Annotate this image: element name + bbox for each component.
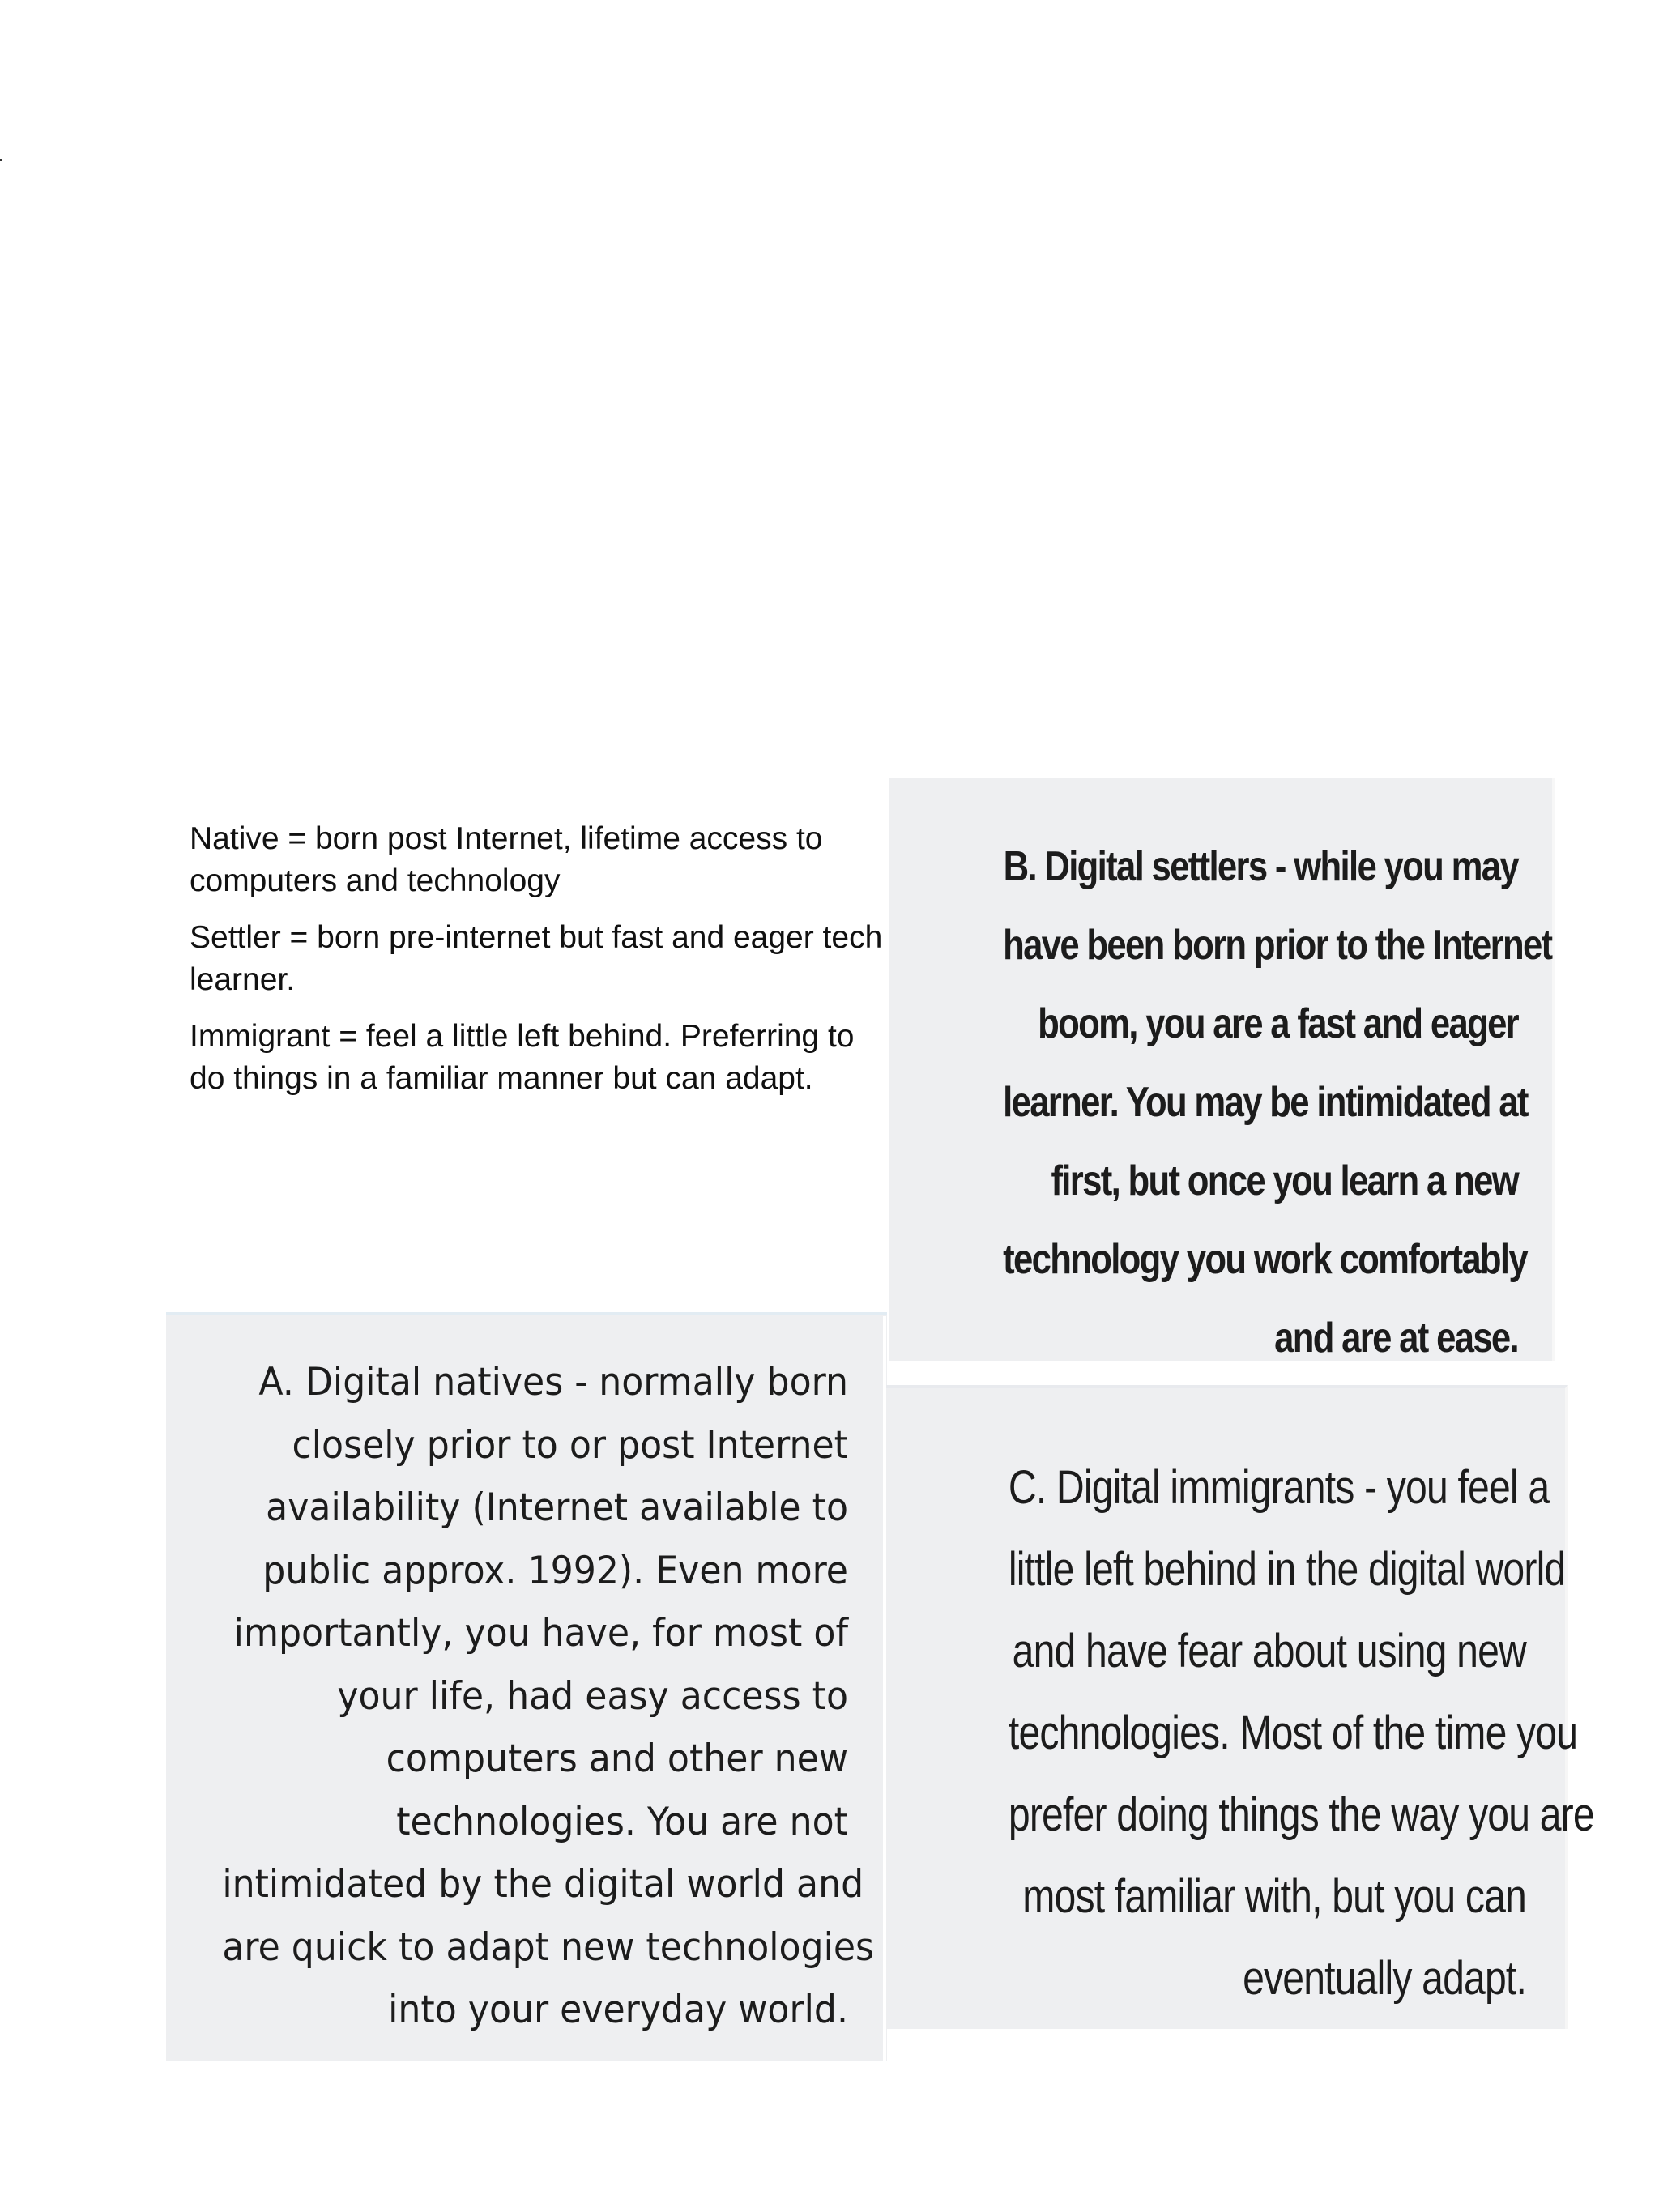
panel-a-line: technologies. You are not bbox=[396, 1799, 848, 1844]
digital-settlers-panel bbox=[889, 778, 1555, 1361]
panel-a-line: your life, had easy access to bbox=[337, 1673, 848, 1719]
panel-c-line: little left behind in the digital world bbox=[1008, 1543, 1566, 1596]
panel-a-line: are quick to adapt new technologies bbox=[222, 1924, 875, 1970]
notes-text-block bbox=[190, 818, 886, 1115]
digital-immigrants-panel bbox=[886, 1385, 1594, 2029]
panel-b-line: and are at ease. bbox=[1274, 1315, 1518, 1362]
panel-c-line: most familiar with, but you can bbox=[1022, 1870, 1526, 1923]
panel-c-line: and have fear about using new bbox=[1012, 1625, 1526, 1677]
digital-natives-panel bbox=[166, 1312, 887, 2061]
panel-c-line: C. Digital immigrants - you feel a bbox=[1008, 1461, 1550, 1514]
panel-b-line: have been born prior to the Internet bbox=[1003, 922, 1552, 969]
panel-b-line: boom, you are a fast and eager bbox=[1038, 1000, 1518, 1047]
panel-a-line: closely prior to or post Internet bbox=[292, 1422, 848, 1468]
panel-a-line: importantly, you have, for most of bbox=[233, 1611, 848, 1656]
panel-c-line: technologies. Most of the time you bbox=[1008, 1707, 1578, 1759]
panel-a-line: availability (Internet available to bbox=[266, 1485, 848, 1530]
note-native: Native = born post Internet, lifetime access to computers and technology bbox=[190, 821, 823, 898]
panel-b-line: first, but once you learn a new bbox=[1051, 1157, 1518, 1204]
panel-a-line: intimidated by the digital world and bbox=[222, 1862, 864, 1907]
panel-c-line: eventually adapt. bbox=[1243, 1952, 1526, 2005]
panel-a-line: A. Digital natives - normally born bbox=[258, 1360, 848, 1404]
panel-a-line: computers and other new bbox=[386, 1737, 848, 1781]
panel-a-line: public approx. 1992). Even more bbox=[262, 1548, 848, 1593]
panel-a-line: into your everyday world. bbox=[388, 1988, 848, 2032]
panel-b-line: technology you work comfortably bbox=[1003, 1236, 1528, 1283]
panel-b-line: B. Digital settlers - while you may bbox=[1003, 843, 1518, 890]
stray-dot-mark bbox=[0, 159, 2, 161]
note-settler: Settler = born pre-internet but fast and eager tech learner. bbox=[190, 920, 883, 997]
panel-c-line: prefer doing things the way you are bbox=[1008, 1788, 1594, 1841]
panel-b-line: learner. You may be intimidated at bbox=[1003, 1079, 1528, 1126]
note-immigrant: Immigrant = feel a little left behind. Preferring to do things in a familiar manner but can adapt. bbox=[190, 1019, 855, 1096]
